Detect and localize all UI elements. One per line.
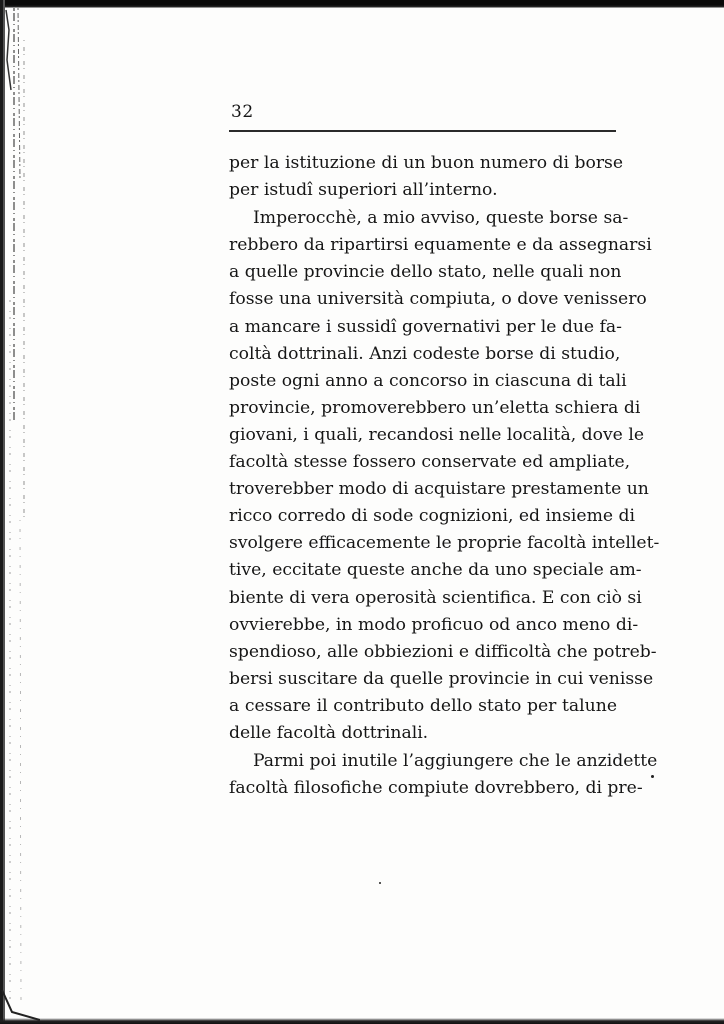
text-line: facoltà stesse fossero conservate ed ampliate,: [229, 452, 631, 473]
text-line: a quelle provincie dello stato, nelle quali non: [229, 262, 622, 283]
text-line: bersi suscitare da quelle provincie in cui venisse: [229, 668, 654, 689]
text-line: ricco corredo di sode cognizioni, ed insieme di: [229, 506, 635, 527]
text-line: per istudî superiori all’interno.: [229, 180, 498, 201]
text-line: ovvierebbe, in modo proficuo od anco meno di-: [229, 614, 639, 635]
text-line: tive, eccitate queste anche da uno speciale am-: [229, 560, 642, 581]
scan-speck: [379, 882, 381, 884]
text-line: rebbero da ripartirsi equamente e da assegnarsi: [229, 235, 652, 256]
header-rule: [229, 130, 616, 132]
text-line: delle facoltà dottrinali.: [229, 722, 429, 743]
text-line: Imperocchè, a mio avviso, queste borse sa-: [253, 208, 629, 229]
text-line: poste ogni anno a concorso in ciascuna di tali: [229, 370, 627, 391]
scan-bottom-edge: [0, 1018, 724, 1024]
page-number: 32: [231, 102, 254, 122]
text-line: per la istituzione di un buon numero di borse: [229, 153, 624, 173]
text-line: provincie, promoverebbero un’eletta schiera di: [229, 397, 641, 418]
text-line: svolgere efficacemente le proprie facoltà intellet-: [229, 533, 660, 554]
text-line: a cessare il contributo dello stato per talune: [229, 695, 617, 716]
text-line: spendioso, alle obbiezioni e difficoltà che potreb-: [229, 641, 657, 662]
scan-top-edge: [0, 0, 724, 8]
text-line: facoltà filosofiche compiute dovrebbero, di pre-: [229, 778, 643, 799]
text-line: a mancare i sussidî governativi per le due fa-: [229, 316, 622, 337]
text-line: fosse una università compiuta, o dove venissero: [229, 289, 647, 310]
scan-speck: [651, 775, 654, 778]
text-line: coltà dottrinali. Anzi codeste borse di studio,: [229, 343, 621, 364]
body-text: [229, 150, 660, 802]
text-line: biente di vera operosità scientifica. E con ciò si: [229, 587, 642, 608]
text-line: giovani, i quali, recandosi nelle località, dove le: [229, 424, 644, 445]
text-line: troverebber modo di acquistare prestamente un: [229, 479, 649, 500]
text-line: Parmi poi inutile l’aggiungere che le anzidette: [253, 751, 658, 772]
scan-binding-edge: [0, 0, 40, 1024]
